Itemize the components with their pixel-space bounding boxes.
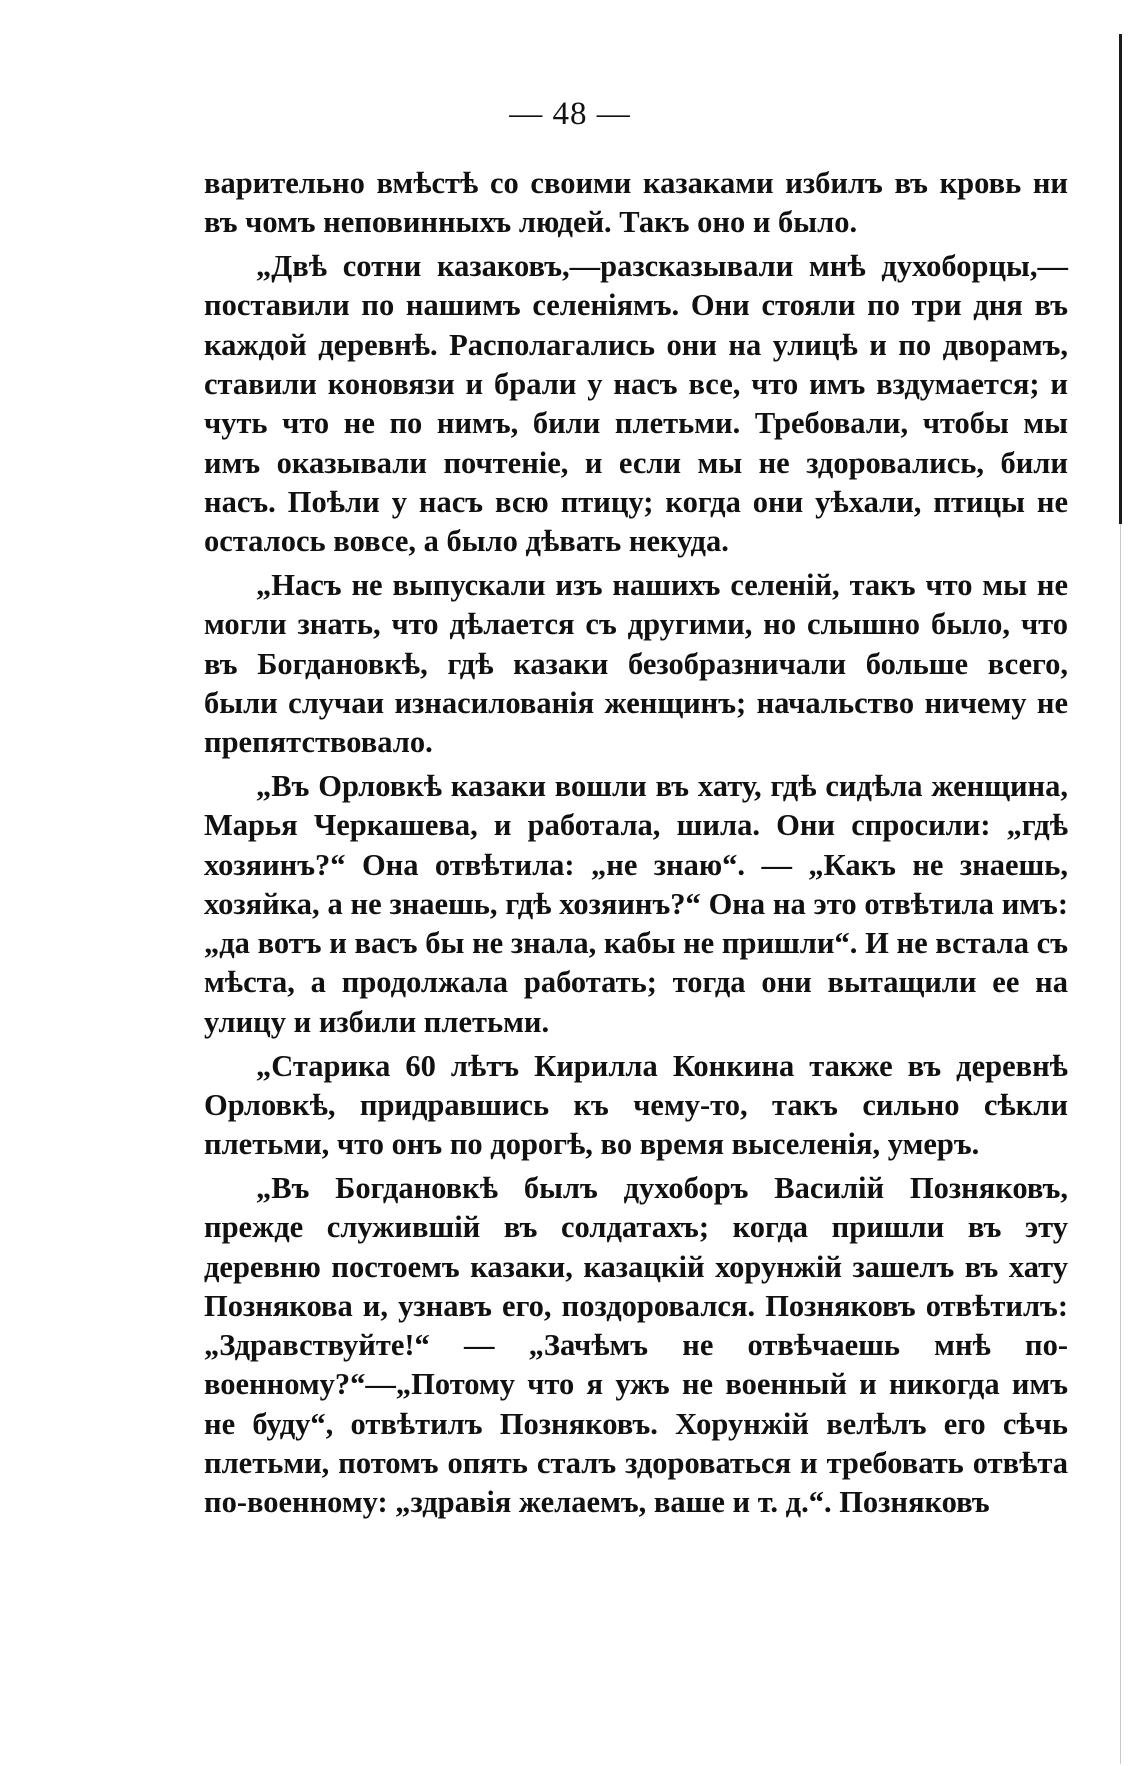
paragraph-konkin: „Старика 60 лѣтъ Кирилла Конкина также въ деревнѣ Орловкѣ, придравшись къ чему-то, такъ сильно сѣкли плетьми, что онъ по дорогѣ, во время выселенія, умеръ. bbox=[204, 1048, 1068, 1162]
paragraph-continuation: варительно вмѣстѣ со своими казаками избилъ въ кровь ни въ чомъ неповинныхъ людей. Такъ оно и было. bbox=[204, 166, 1068, 240]
paragraph-poznyakov: „Въ Богдановкѣ былъ духоборъ Василій Позняковъ, прежде служившій въ солдатахъ; когда пришли въ эту деревню постоемъ казаки, казацкій хорунжій зашелъ въ хату Познякова и, узнавъ его, поздоровался. Позняковъ отвѣтилъ: „Здравствуйте!“ — „Зачѣмъ не отвѣчаешь мнѣ по-военному?“—„Потому что я ужъ не военный и никогда имъ не буду“, отвѣтилъ Позняковъ. Хорунжій велѣлъ его сѣчь плетьми, потомъ опять сталъ здороваться и требовать отвѣта по-военному: „здравія желаемъ, ваше и т. д.“. Позняковъ bbox=[204, 1170, 1068, 1520]
page-edge-line bbox=[1120, 524, 1121, 1764]
page-number: — 48 — bbox=[509, 96, 631, 132]
paragraph-cossack-sotnias: „Двѣ сотни казаковъ,—разсказывали мнѣ духоборцы,— поставили по нашимъ селеніямъ. Они стояли по три дня въ каждой деревнѣ. Располагались они на улицѣ и по дворамъ, ставили коновязи и брали у насъ все, что имъ вздумается; и чуть что не по нимъ, били плетьми. Требовали, чтобы мы имъ оказывали почтеніе, и если мы не здоровались, били насъ. Поѣли у насъ всю птицу; когда они уѣхали, птицы не осталось вовсе, а было дѣвать некуда. bbox=[204, 249, 1068, 559]
body-text bbox=[204, 164, 1068, 1527]
paragraph-villages-closed: „Насъ не выпускали изъ нашихъ селеній, такъ что мы не могли знать, что дѣлается съ другими, но слышно было, что въ Богдановкѣ, гдѣ казаки безобразничали больше всего, были случаи изнасилованія женщинъ; начальство ничему не препятствовало. bbox=[204, 567, 1068, 760]
paragraph-orlovka-cherkasheva: „Въ Орловкѣ казаки вошли въ хату, гдѣ сидѣла женщина, Марья Черкашева, и работала, шила. Они спросили: „гдѣ хозяинъ?“ Она отвѣтила: „не знаю“. — „Какъ не знаешь, хозяйка, а не знаешь, гдѣ хозяинъ?“ Она на это отвѣтила имъ: „да вотъ и васъ бы не знала, кабы не пришли“. И не встала съ мѣста, а продолжала работать; тогда они вытащили ее на улицу и избили плетьми. bbox=[204, 768, 1068, 1039]
